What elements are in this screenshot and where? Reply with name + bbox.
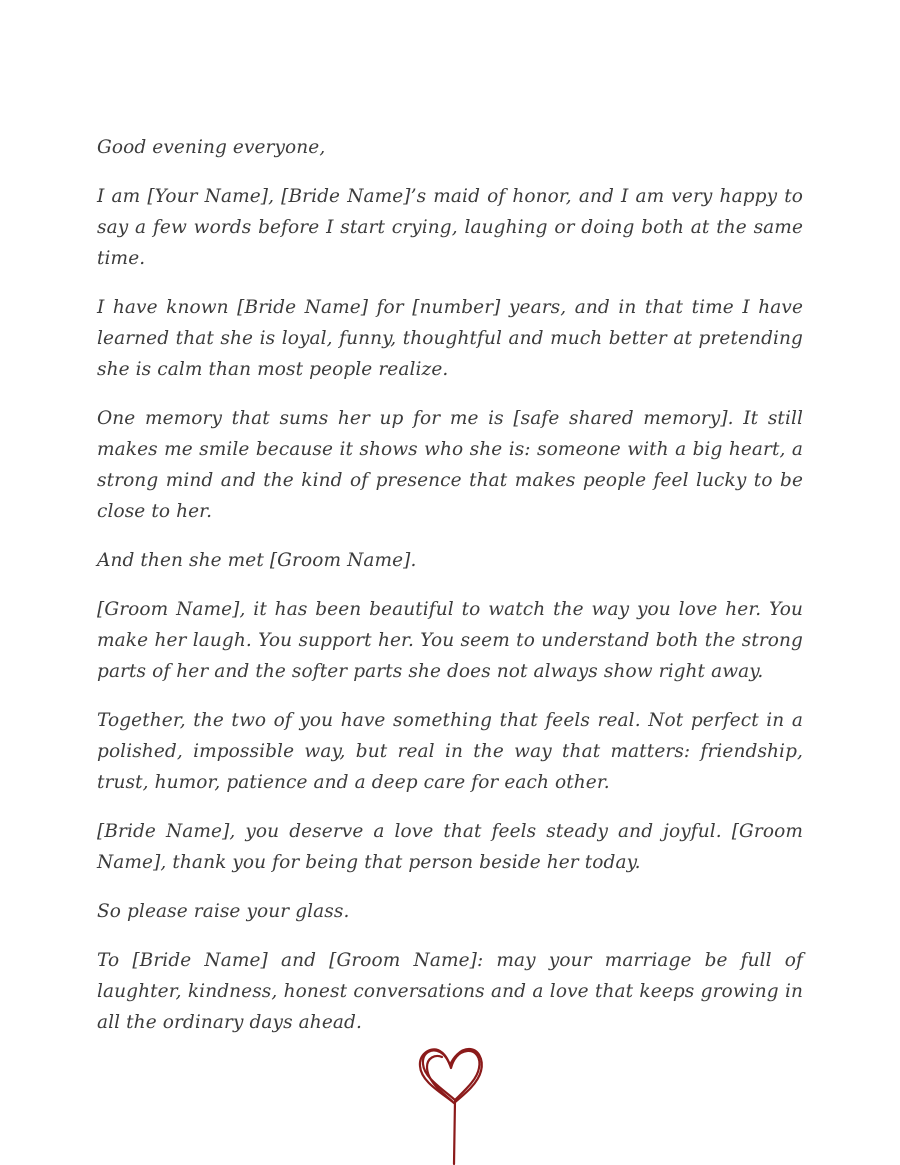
paragraph-together: Together, the two of you have something that feels real. Not perfect in a polished, impossible way, but real in the way that matters: friendship, trust, humor, patience and a deep care for each other. — [97, 710, 803, 793]
paragraph-memory: One memory that sums her up for me is [safe shared memory]. It still makes me smile because it shows who she is: someone with a big heart, a strong mind and the kind of presence that makes people feel lucky to be close to her. — [97, 408, 803, 522]
paragraph-toast: To [Bride Name] and [Groom Name]: may your marriage be full of laughter, kindness, honest conversations and a love that keeps growing in all the ordinary days ahead. — [97, 950, 803, 1033]
paragraph-met-groom: And then she met [Groom Name]. — [97, 550, 417, 571]
paragraph-groom: [Groom Name], it has been beautiful to watch the way you love her. You make her laugh. You support her. You seem to understand both the strong parts of her and the softer parts she does not always show right away. — [97, 599, 803, 682]
greeting: Good evening everyone, — [97, 137, 326, 158]
heart-on-stem-icon — [418, 1046, 484, 1165]
speech-body — [97, 132, 803, 1056]
paragraph-intro: I am [Your Name], [Bride Name]’s maid of honor, and I am very happy to say a few words before I start crying, laughing or doing both at the same time. — [97, 186, 803, 269]
paragraph-raise-glass: So please raise your glass. — [97, 901, 350, 922]
paragraph-deserve: [Bride Name], you deserve a love that feels steady and joyful. [Groom Name], thank you for being that person beside her today. — [97, 821, 803, 873]
paragraph-known: I have known [Bride Name] for [number] years, and in that time I have learned that she is loyal, funny, thoughtful and much better at pretending she is calm than most people realize. — [97, 297, 803, 380]
